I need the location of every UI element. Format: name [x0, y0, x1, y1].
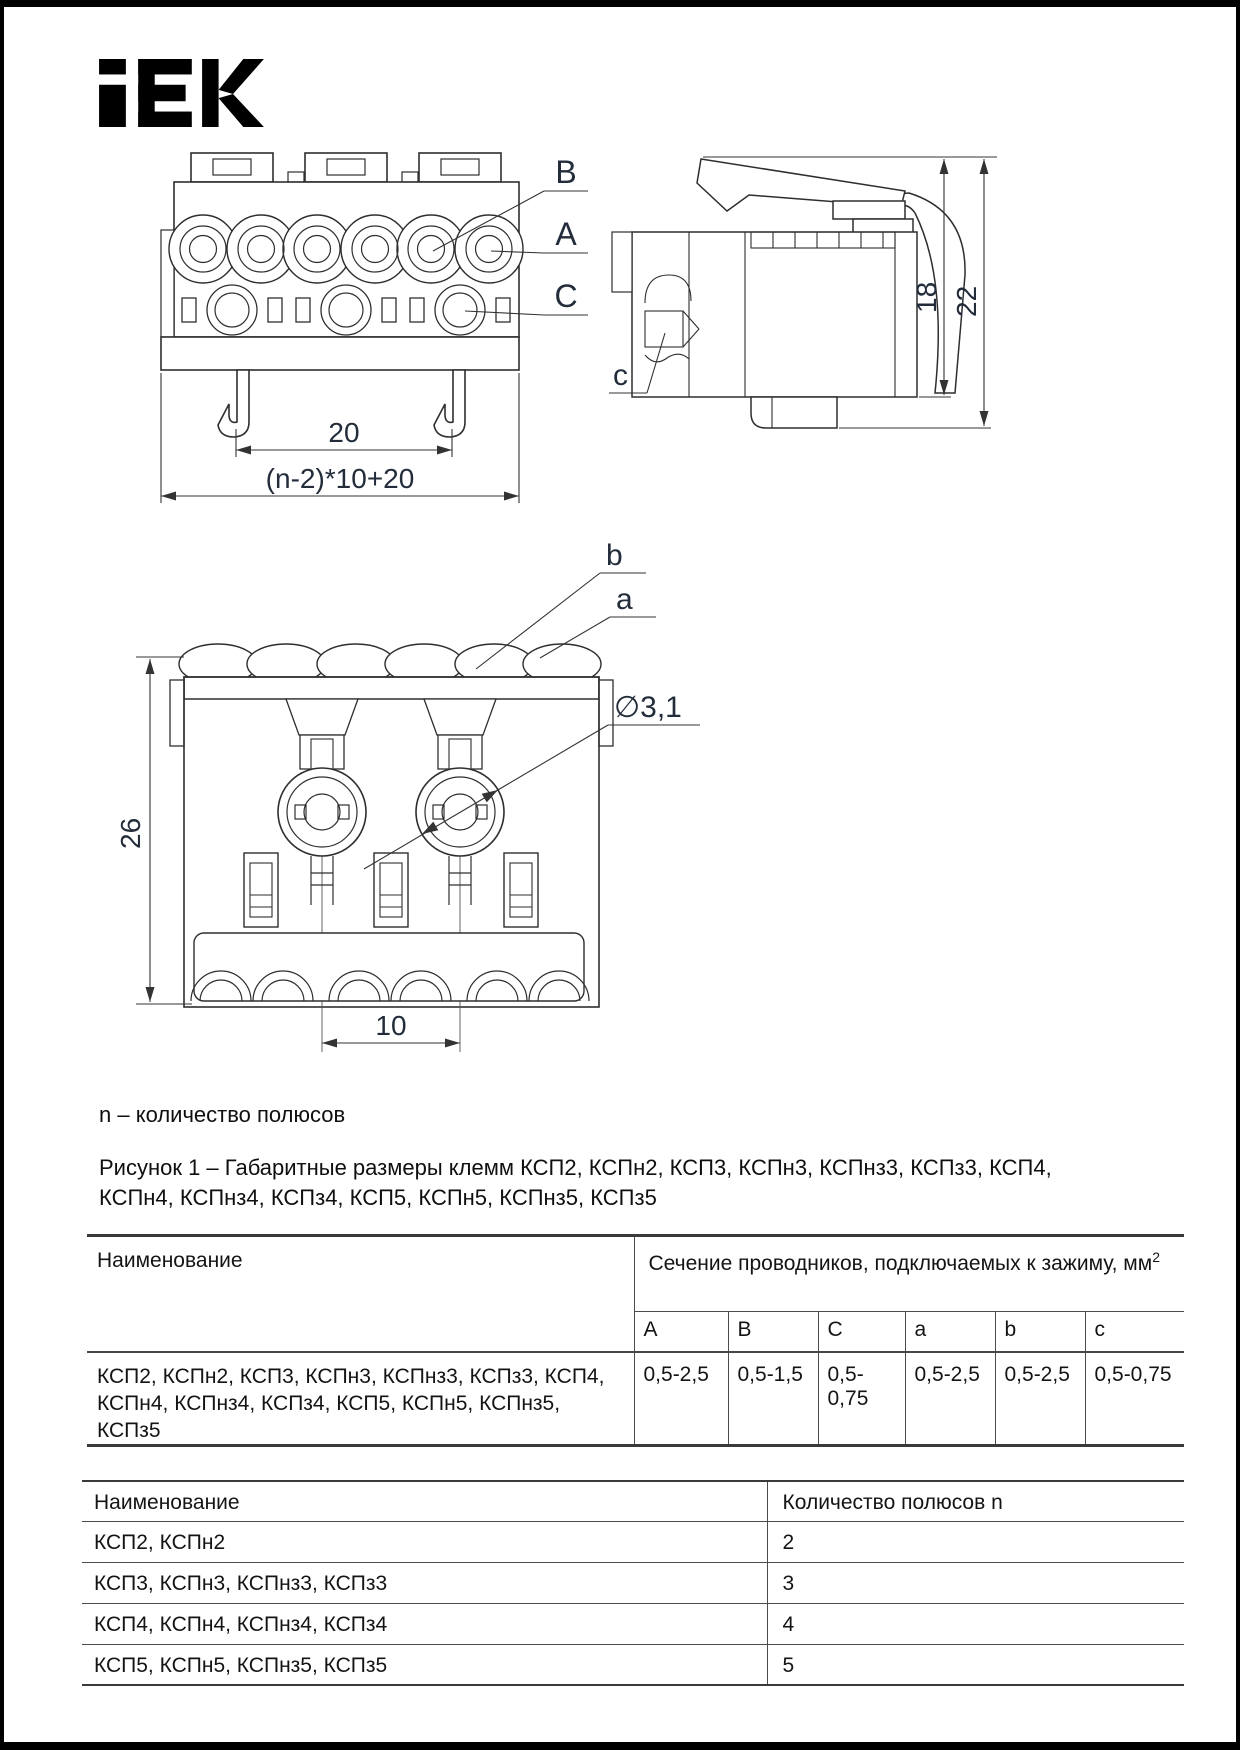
- cross-section-table: [87, 1234, 1184, 1447]
- t1-value-a: 0,5-2,5: [905, 1352, 995, 1446]
- t1-header-section: [634, 1236, 1184, 1312]
- t2-row3-poles: 5: [782, 1653, 795, 1677]
- figure-caption-line2: КСПн4, КСПнз4, КСПз4, КСП5, КСПн5, КСПнз5, КСПз5: [99, 1185, 657, 1210]
- t2-row3-name: КСП5, КСПн5, КСПнз5, КСПз5: [82, 1644, 767, 1685]
- label-C: C: [554, 278, 578, 314]
- bottom-scallops: [191, 933, 589, 1001]
- table-row: [82, 1562, 1184, 1603]
- t1-value-B: 0,5-1,5: [728, 1352, 818, 1446]
- t1-subheader-a: a: [905, 1312, 995, 1352]
- table-row: [87, 1352, 1184, 1446]
- t1-subheader-A: A: [634, 1312, 728, 1352]
- t2-row2-name: КСП4, КСПн4, КСПнз4, КСПз4: [82, 1603, 767, 1644]
- label-c: c: [613, 359, 628, 392]
- t1-subheader-c: c: [1085, 1312, 1184, 1352]
- figure-caption: [99, 1153, 1179, 1213]
- t2-row1-poles: 3: [767, 1562, 1184, 1603]
- dim-total-height: 22: [951, 285, 982, 317]
- t2-row1-name: КСП3, КСПн3, КСПнз3, КСПз3: [82, 1562, 767, 1603]
- dia-callout: [364, 725, 700, 869]
- t1-value-C: 0,5-0,75: [818, 1352, 905, 1446]
- t2-header-name: Наименование: [82, 1481, 767, 1521]
- t2-row2-poles: 4: [767, 1603, 1184, 1644]
- dim-body-height: 18: [911, 281, 942, 313]
- table-row: [82, 1521, 1184, 1562]
- figure-caption-line1: Рисунок 1 – Габаритные размеры клемм КСП2, КСПн2, КСП3, КСПн3, КСПнз3, КСПз3, КСП4,: [99, 1155, 1052, 1180]
- poles-table: [82, 1480, 1184, 1686]
- dim-height: 26: [115, 817, 146, 849]
- t1-subheader-C: C: [818, 1312, 905, 1352]
- t1-value-A: 0,5-2,5: [634, 1352, 728, 1446]
- label-a: a: [616, 583, 633, 616]
- label-A: A: [555, 216, 577, 252]
- front-view-drawing: [99, 145, 619, 517]
- t2-row0-name: КСП2, КСПн2: [82, 1521, 767, 1562]
- t1-value-c: 0,5-0,75: [1085, 1352, 1184, 1446]
- iek-logo-glyphs: [99, 59, 264, 127]
- t2-row0-poles: 2: [767, 1521, 1184, 1562]
- figure-note: n – количество полюсов: [99, 1102, 346, 1127]
- t1-value-b: 0,5-2,5: [995, 1352, 1085, 1446]
- side-view-drawing: [599, 145, 1019, 430]
- dim-hole-dia: ∅3,1: [614, 691, 682, 724]
- wire-bosses: [179, 644, 601, 699]
- t1-row-name: КСП2, КСПн2, КСП3, КСПн3, КСПнз3, КСПз3, КСП4, КСПн4, КСПнз4, КСПз4, КСП5, КСПн5, КСПнз5, КСПз5: [87, 1352, 634, 1446]
- t1-header-section-text: Сечение проводников, подключаемых к зажиму, мм: [648, 1252, 1153, 1275]
- t1-subheader-b: b: [995, 1312, 1085, 1352]
- t1-subheader-B: B: [728, 1312, 818, 1352]
- dim-feet-pitch: 20: [328, 417, 360, 448]
- t1-header-name: Наименование: [87, 1236, 634, 1352]
- t2-header-poles: Количество полюсов n: [767, 1481, 1184, 1521]
- table-row: [82, 1644, 1184, 1685]
- dim-width-formula: (n-2)*10+20: [265, 463, 415, 494]
- table-row: [82, 1603, 1184, 1644]
- dim-pole-pitch: 10: [375, 1010, 407, 1041]
- label-b: b: [606, 539, 623, 572]
- clamp-windows: [244, 853, 538, 927]
- t1-header-section-sup: 2: [1152, 1249, 1160, 1265]
- top-view-drawing: [114, 477, 714, 1062]
- label-B: B: [555, 154, 577, 190]
- iek-logo: [99, 59, 264, 127]
